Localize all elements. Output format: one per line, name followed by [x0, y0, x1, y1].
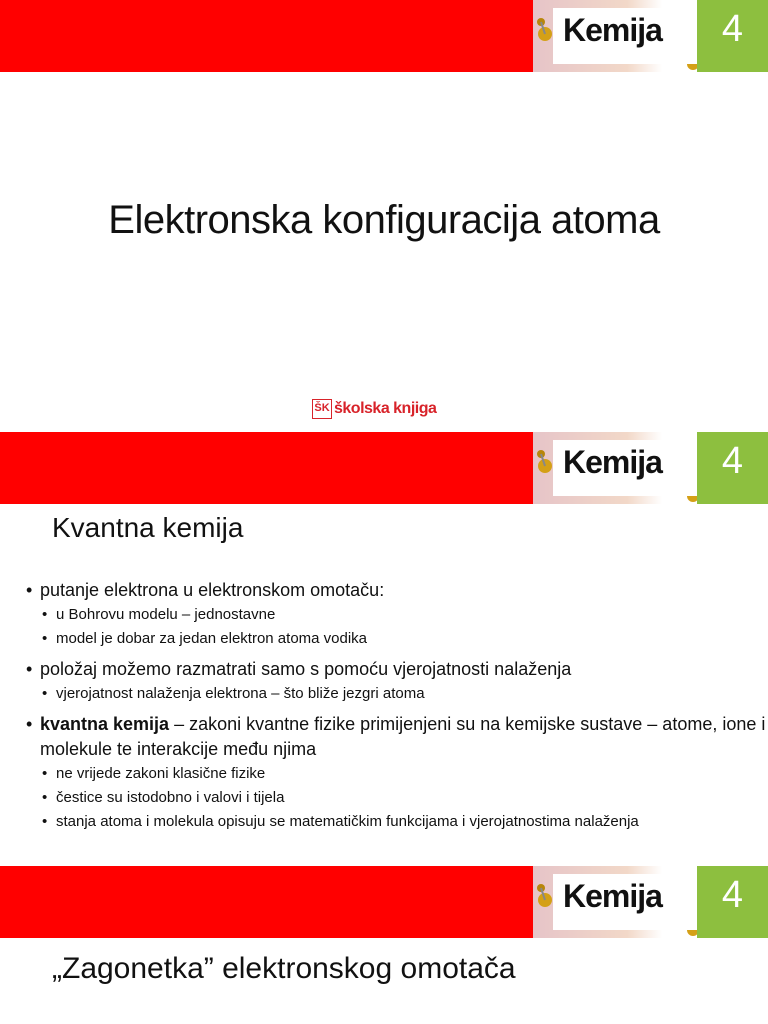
- slide-1: [0, 0, 768, 432]
- publisher-name: školska knjiga: [334, 400, 437, 417]
- publisher-mark: ŠK: [312, 399, 332, 419]
- bullet-list: [26, 576, 766, 834]
- banner-red-bar: [0, 866, 533, 938]
- kemija-logo: [533, 432, 768, 504]
- sub-bullet-item: • stanja atoma i molekula opisuju se matematičkim funkcijama i vjerojatnostima nalaženja: [26, 810, 766, 834]
- publisher-logo: [312, 398, 436, 420]
- slide-banner: [0, 0, 768, 72]
- sub-bullet-item: • u Bohrovu modelu – jednostavne: [26, 603, 766, 627]
- slide-title: Elektronska konfiguracija atoma: [108, 198, 660, 242]
- slide-3: [0, 866, 768, 1024]
- kemija-logo: [533, 866, 768, 938]
- banner-red-bar: [0, 432, 533, 504]
- sub-bullet-item: • vjerojatnost nalaženja elektrona – što bliže jezgri atoma: [26, 682, 766, 706]
- kemija-logo: [533, 0, 768, 72]
- slide-2: [0, 432, 768, 866]
- grade-number: 4: [721, 874, 744, 916]
- bullet-item: • položaj možemo razmatrati samo s pomoću vjerojatnosti nalaženja: [26, 657, 766, 682]
- slide-banner: [0, 432, 768, 504]
- bullet-text: – zakoni kvantne fizike primijenjeni su na kemijske sustave – atome, ione i molekule te interakcije među njima: [40, 714, 766, 759]
- bold-term: kvantna kemija: [40, 714, 170, 734]
- bullet-item: • putanje elektrona u elektronskom omotaču:: [26, 578, 766, 603]
- logo-text: Kemija: [563, 444, 662, 480]
- grade-number: 4: [721, 8, 744, 50]
- logo-text: Kemija: [563, 12, 662, 48]
- slide-banner: [0, 866, 768, 938]
- slide-title: Kvantna kemija: [52, 512, 244, 543]
- grade-number: 4: [721, 440, 744, 482]
- sub-bullet-item: • model je dobar za jedan elektron atoma vodika: [26, 627, 766, 651]
- slide-title: „Zagonetka” elektronskog omotača: [52, 952, 516, 985]
- logo-text: Kemija: [563, 878, 662, 914]
- sub-bullet-item: • čestice su istodobno i valovi i tijela: [26, 786, 766, 810]
- sub-bullet-item: • ne vrijede zakoni klasične fizike: [26, 762, 766, 786]
- banner-red-bar: [0, 0, 533, 72]
- bullet-item: [26, 712, 766, 762]
